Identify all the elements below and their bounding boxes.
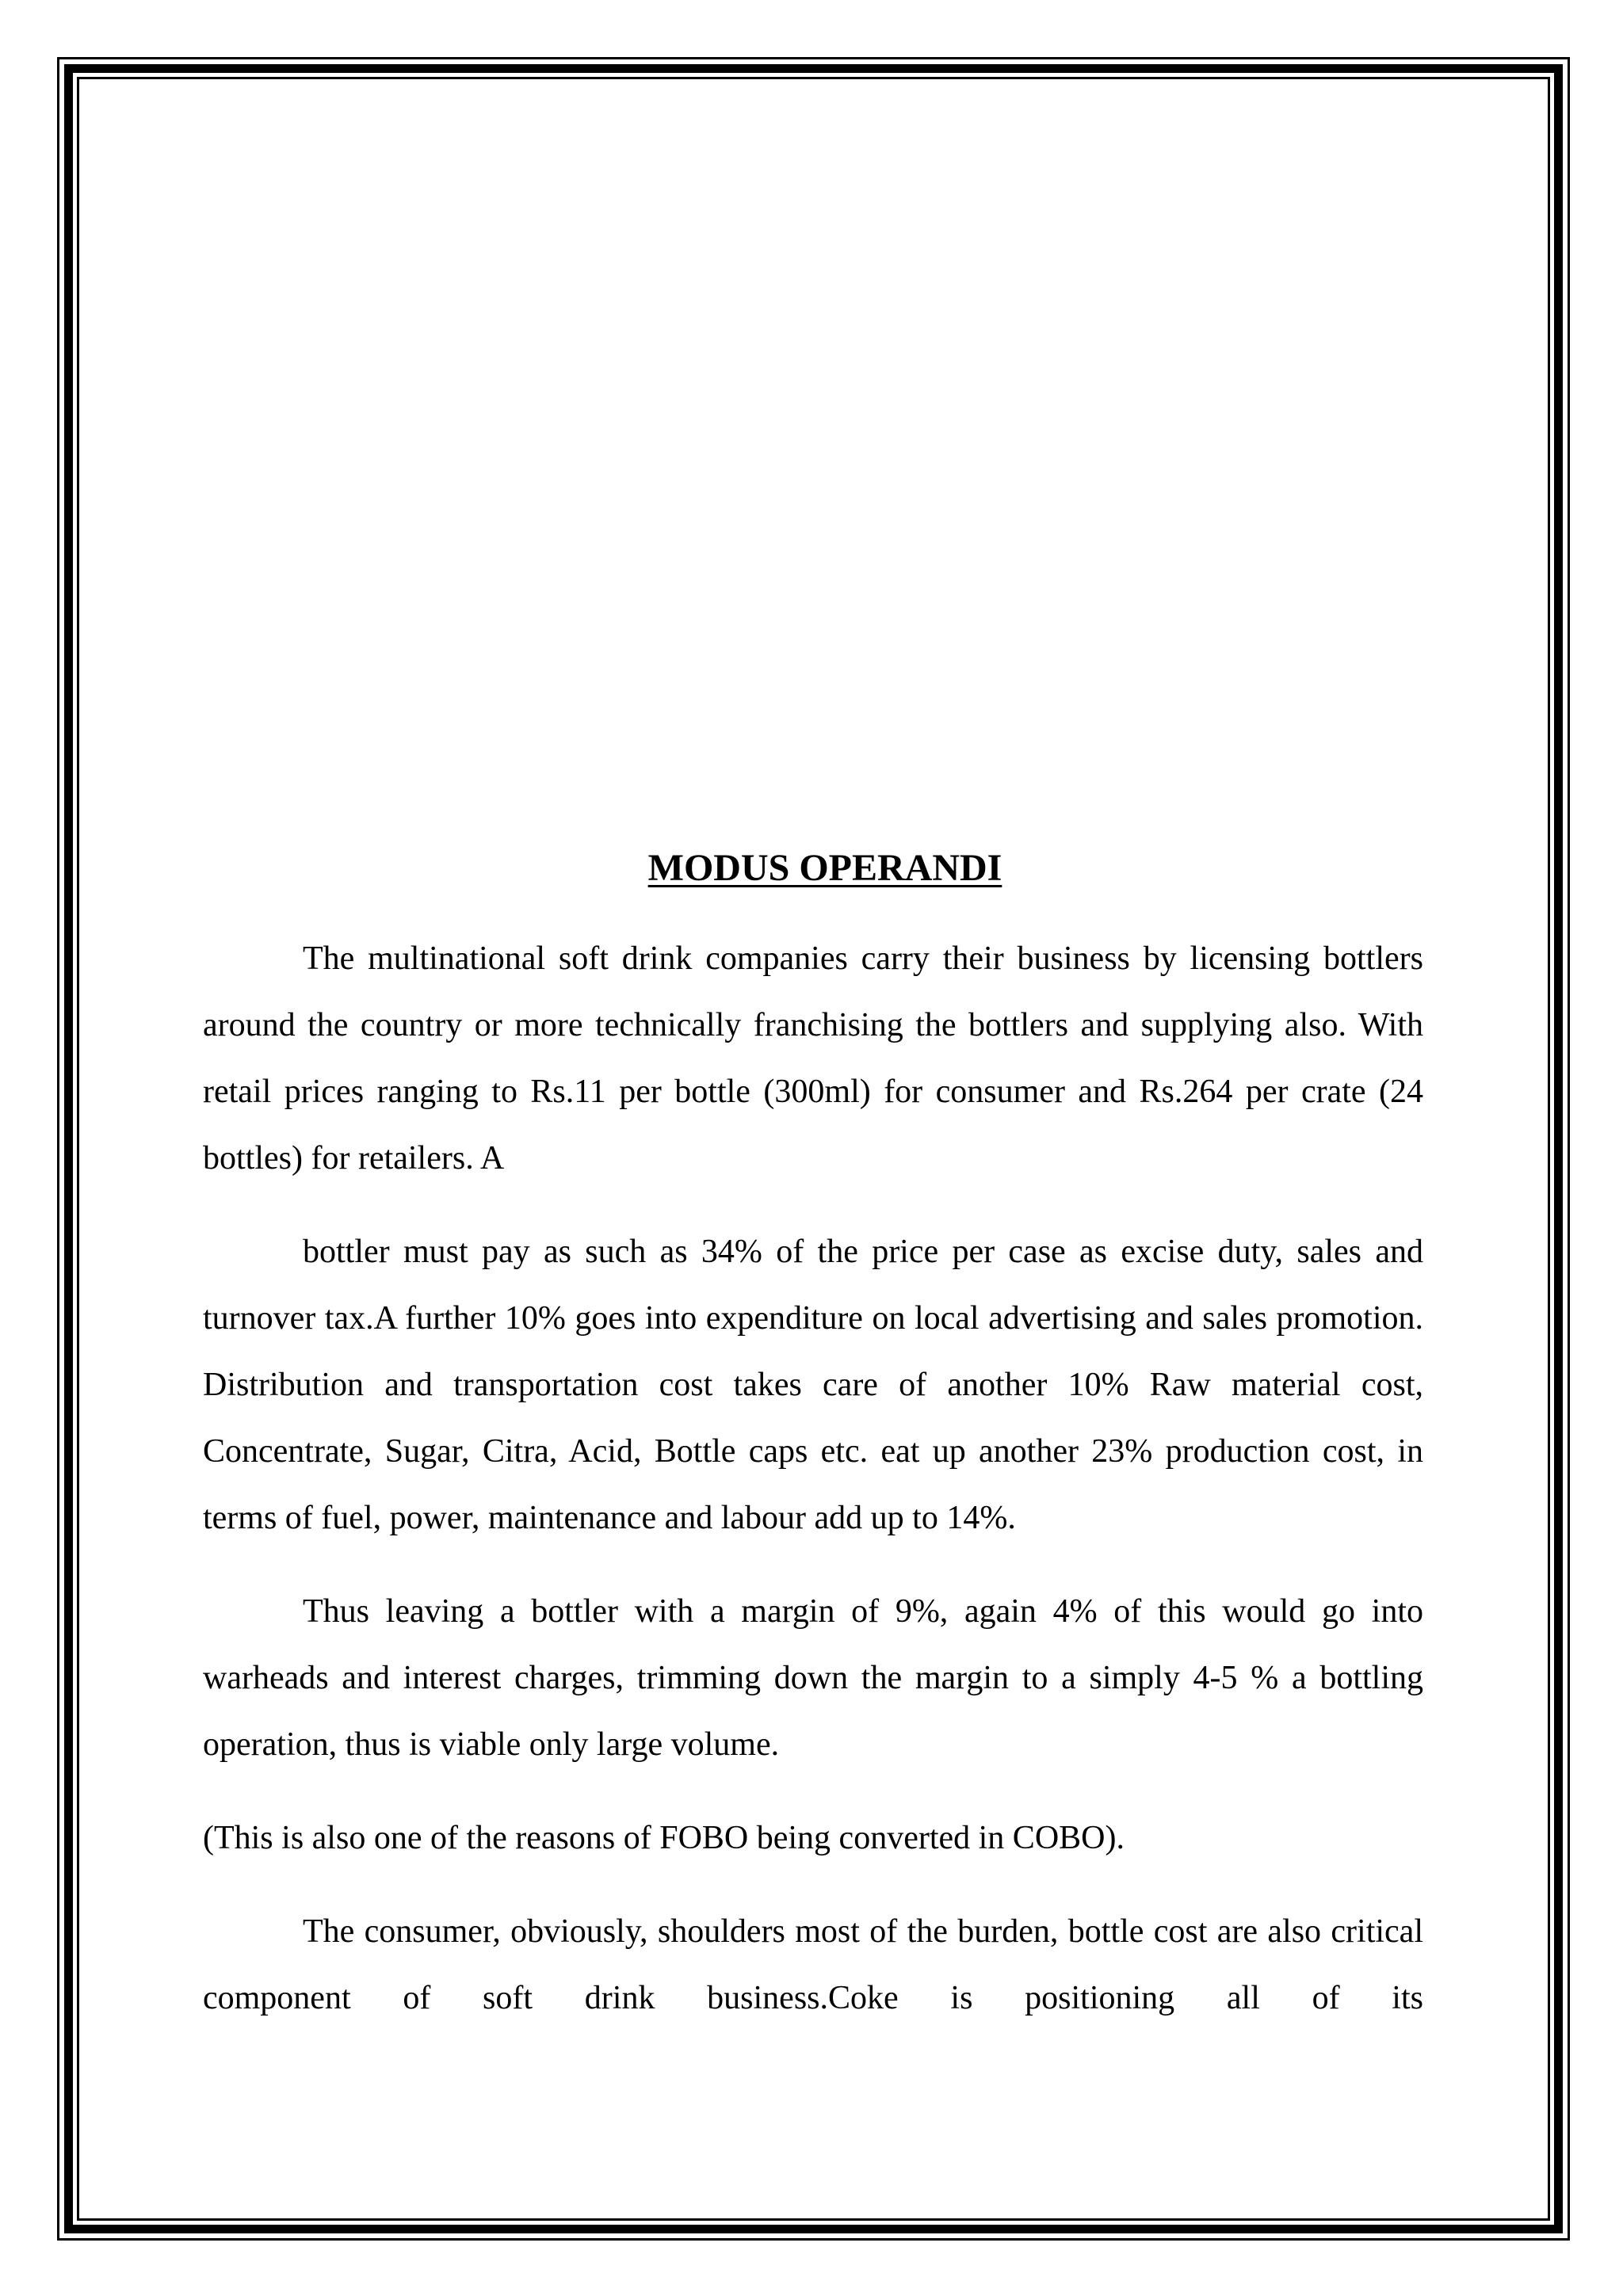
paragraph-consumer: The consumer, obviously, shoulders most of the burden, bottle cost are also critical component of soft drink business.Coke is positioning all of its (203, 1913, 1423, 2016)
paragraph-margin: Thus leaving a bottler with a margin of 9%, again 4% of this would go into warheads and interest charges, trimming down the margin to a simply 4-5 % a bottling operation, thus is viable only large volume. (203, 1593, 1423, 1763)
paragraph-licensing: The multinational soft drink companies carry their business by licensing bottlers around the country or more technically franchising the bottlers and supplying also. With retail prices ranging to Rs.11 per bottle (300ml) for consumer and Rs.264 per crate (24 bottles) for retailers. A (203, 940, 1423, 1177)
paragraph-fobo-note: (This is also one of the reasons of FOBO being converted in COBO). (203, 1820, 1125, 1856)
document-title: MODUS OPERANDI (647, 847, 1002, 889)
document-body (203, 840, 1423, 2058)
paragraph-costs: bottler must pay as such as 34% of the price per case as excise duty, sales and turnover tax.A further 10% goes into expenditure on local advertising and sales promotion. Distribution and transportation cost takes care of another 10% Raw material cost, Concentrate, Sugar, Citra, Acid, Bottle caps etc. eat up another 23% production cost, in terms of fuel, power, maintenance and labour add up to 14%. (203, 1234, 1423, 1536)
